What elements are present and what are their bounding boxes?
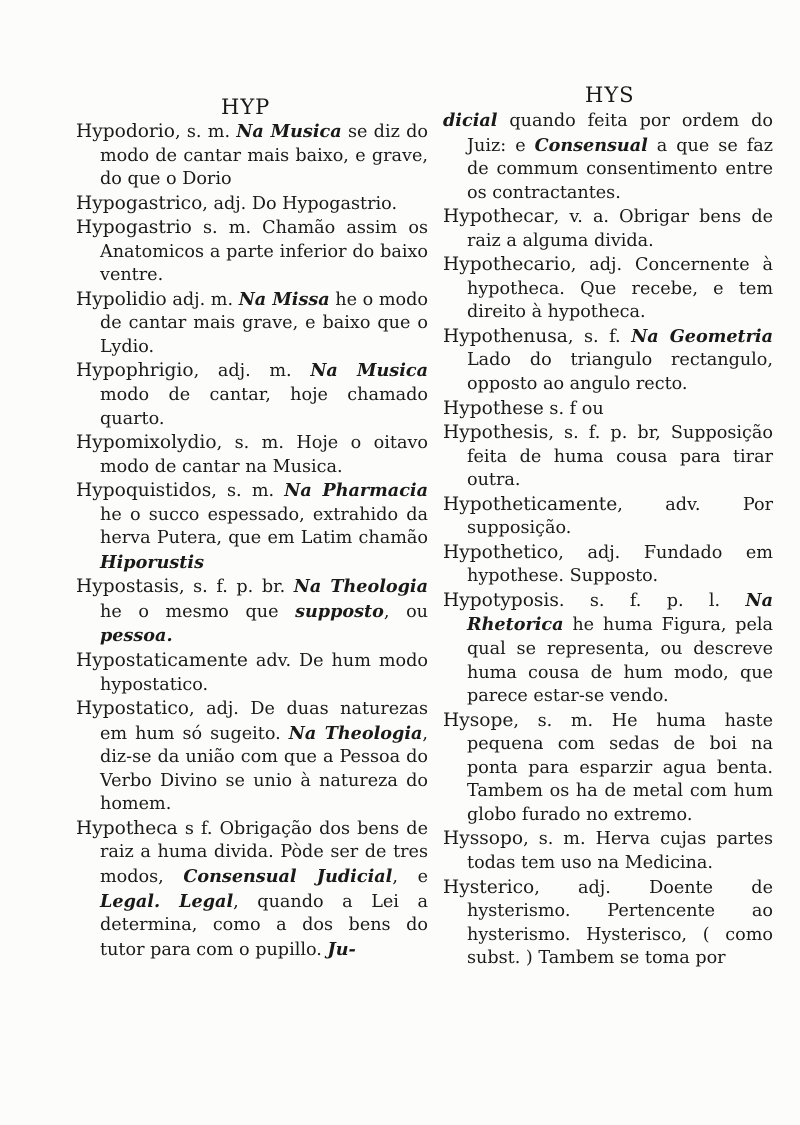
definition-text: , adj. Concernente à hypotheca. Que recebe, e tem direito à hypotheca.: [467, 255, 773, 323]
dictionary-entry: [76, 288, 428, 360]
definition-text: he o succo espessado, extrahido da herva Putera, que em Latim chamão: [100, 504, 428, 549]
dictionary-entry: [76, 431, 428, 479]
definition-text: modo de cantar, hoje chamado quarto.: [100, 385, 428, 429]
definition-text: s. m. Chamão assim os Anatomicos a parte inferior do baixo ventre.: [100, 218, 428, 286]
definition-text: . s. f. p. l.: [558, 590, 746, 611]
italic-term: Na Theologia: [293, 576, 428, 598]
italic-term: Na Geometria: [631, 325, 773, 347]
right-entries: [443, 109, 773, 971]
italic-term: Legal. Legal: [100, 890, 234, 912]
dictionary-entry: [76, 359, 428, 431]
dictionary-entry: [443, 421, 773, 493]
dictionary-entry: [76, 649, 428, 697]
definition-text: , quando a Lei a determina, como a dos bens do tutor para com o pupillo.: [100, 891, 428, 960]
definition-text: s. f ou: [543, 398, 604, 419]
definition-text: , diz-se da união com que a Pessoa do Verbo Divino se unio à natureza do homem.: [100, 723, 428, 815]
definition-text: , adv. Por supposição.: [467, 494, 773, 539]
italic-term: Consensual Judicial: [183, 865, 393, 887]
definition-text: , adj. m.: [193, 361, 311, 382]
entry-headword: Hypotyposis: [443, 589, 559, 611]
entry-headword: Hypoquistidos: [76, 480, 212, 502]
entry-headword: Hypothese: [443, 397, 544, 419]
entry-headword: Hyssopo: [443, 828, 524, 850]
entry-headword: Hypothetico: [443, 541, 559, 563]
definition-text: se diz do modo de cantar mais baixo, e grave, do que o Dorio: [100, 122, 428, 190]
dictionary-entry: [76, 479, 428, 575]
definition-text: , v. a. Obrigar bens de raiz a alguma divida.: [467, 207, 773, 251]
italic-term: Na Musica: [236, 121, 342, 142]
dictionary-entry: [443, 397, 773, 422]
dictionary-entry: [443, 253, 773, 325]
dictionary-entry: [443, 827, 773, 875]
italic-term: dicial: [443, 110, 498, 131]
italic-term: Na Missa: [238, 288, 330, 310]
dictionary-entry: [443, 589, 773, 709]
entry-headword: Hypogastrico: [76, 192, 203, 214]
entry-headword: Hypodorio: [76, 121, 175, 142]
dictionary-entry: [443, 109, 773, 205]
entry-headword: Hypophrigio: [76, 360, 194, 382]
dictionary-entry: [76, 216, 428, 288]
italic-term: Na Pharmacia: [284, 480, 428, 502]
italic-term: Na Rhetorica: [467, 589, 773, 636]
dictionary-entry: [443, 325, 773, 397]
entry-headword: Hypothecar: [443, 206, 554, 228]
definition-text: quando feita por ordem do Juiz: e: [467, 111, 773, 156]
definition-text: Lado do triangulo rectangulo, opposto ao angulo recto.: [467, 350, 773, 395]
italic-term: supposto: [295, 600, 384, 622]
entry-headword: Hypothesis: [443, 422, 549, 444]
entry-headword: Hypostatico: [76, 698, 189, 720]
entry-headword: Hypostasis: [76, 576, 179, 598]
dictionary-entry: [443, 205, 773, 253]
italic-term: Na Musica: [310, 360, 429, 382]
definition-text: , s. f. p. br, Supposição feita de huma cousa para tirar outra.: [467, 423, 773, 491]
dictionary-entry: [76, 697, 428, 817]
dictionary-entry: [443, 709, 773, 828]
definition-text: , e: [392, 866, 428, 887]
italic-term: Na Theologia: [288, 722, 423, 744]
right-running-header: HYS: [585, 83, 635, 107]
dictionary-entry: [76, 575, 428, 649]
definition-text: , ou: [383, 601, 428, 622]
entry-headword: Hypomixolydio: [76, 432, 217, 454]
definition-text: , s. m. Hoje o oitavo modo de cantar na Musica.: [100, 433, 428, 477]
dictionary-entry: [76, 817, 428, 962]
entry-headword: Hypothecario: [443, 254, 571, 276]
definition-text: he o mesmo que: [100, 601, 296, 622]
italic-term: Ju-: [327, 938, 356, 960]
definition-text: a que se faz de commum consentimento entre os contractantes.: [467, 135, 773, 203]
definition-text: , s. m.: [174, 122, 237, 142]
definition-text: , adj. Do Hypogastrio.: [202, 193, 398, 214]
left-running-header: HYP: [221, 95, 271, 119]
definition-text: , s. f.: [567, 326, 632, 347]
entry-headword: Hypolidio: [76, 288, 167, 310]
italic-term: pessoa.: [100, 625, 173, 647]
definition-text: he o modo de cantar mais grave, e baixo que o Lydio.: [100, 289, 428, 357]
italic-term: Consensual: [534, 134, 648, 156]
entry-headword: Hysterico: [443, 876, 535, 898]
definition-text: adv. De hum modo hypostatico.: [100, 651, 428, 695]
dictionary-entry: [443, 493, 773, 541]
definition-text: , s. m. He huma haste pequena com sedas de boi na ponta para esparzir agua benta. Tambem os ha de metal com hum globo furado no extremo.: [467, 710, 773, 825]
definition-text: , s. m.: [211, 481, 285, 502]
dictionary-entry: [76, 120, 428, 192]
definition-text: he huma Figura, pela qual se representa, ou descreve huma cousa de hum modo, que parece estar-se vendo.: [467, 615, 773, 707]
entry-headword: Hypotheca: [76, 817, 178, 839]
definition-text: , s. m. Herva cujas partes todas tem uso na Medicina.: [467, 829, 773, 873]
left-entries: [76, 120, 428, 962]
definition-text: , adj. Doente de hysterismo. Pertencente ao hysterismo. Hysterisco, ( como subst. ) Tambem se toma por: [467, 877, 773, 969]
entry-headword: Hypogastrio: [76, 217, 192, 239]
definition-text: , adj. De duas naturezas em hum só sugeito.: [100, 699, 428, 744]
entry-headword: Hypostaticamente: [76, 650, 248, 672]
dictionary-entry: [76, 192, 428, 217]
definition-text: , s. f. p. br.: [178, 577, 294, 598]
definition-text: , adj. Fundado em hypothese. Supposto.: [467, 542, 773, 587]
entry-headword: Hypothenusa: [443, 325, 568, 347]
dictionary-entry: [443, 876, 773, 971]
dictionary-entry: [443, 541, 773, 589]
definition-text: adj. m.: [166, 289, 239, 310]
entry-headword: Hypotheticamente: [443, 493, 618, 515]
italic-term: Hiporustis: [100, 551, 205, 573]
entry-headword: Hysope: [443, 709, 514, 731]
definition-text: s f. Obrigação dos bens de raiz a huma divida. Pòde ser de tres modos,: [100, 818, 428, 887]
